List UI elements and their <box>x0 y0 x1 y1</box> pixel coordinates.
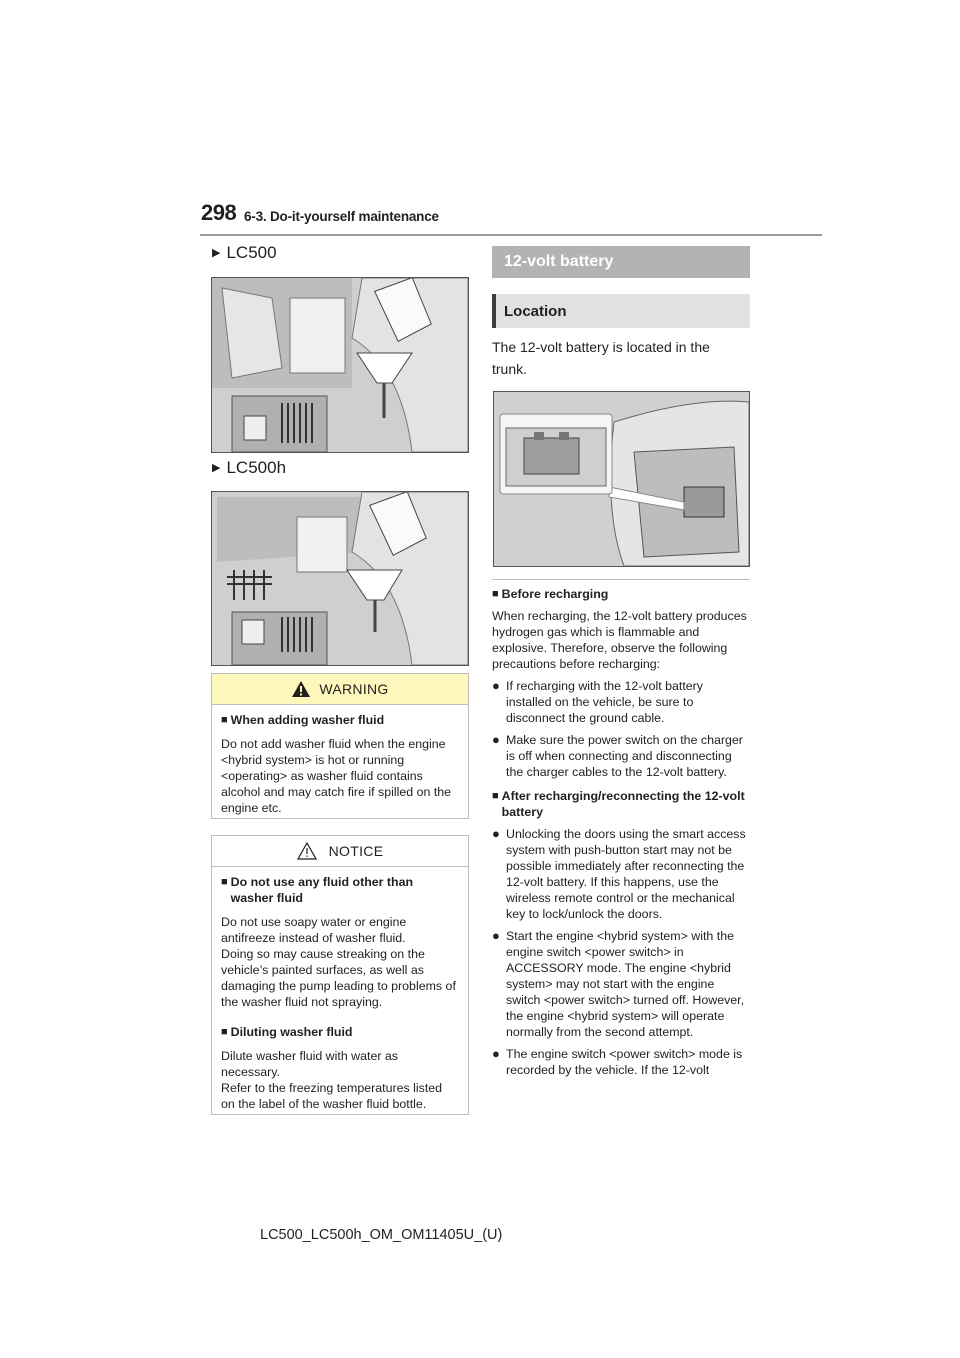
illustration-battery-location <box>493 391 750 567</box>
notice-text-2b: Refer to the freezing temperatures listed on the label of the washer fluid bottle. <box>221 1081 443 1111</box>
before-recharging-title <box>492 586 750 602</box>
page-number: 298 <box>201 200 237 225</box>
notice-subhead-2 <box>221 1024 459 1040</box>
variant-label-lc500h <box>212 458 286 478</box>
list-item <box>492 732 750 780</box>
notice-text-1b: Doing so may cause streaking on the vehicle’s painted surfaces, as well as damaging the pump leading to problems of the washer fluid not spraying. <box>221 947 456 1009</box>
notice-triangle-icon <box>297 842 317 860</box>
intro-line-2: trunk. <box>492 361 528 377</box>
section-heading-bar <box>492 246 750 278</box>
illustration-lc500h-washer-fill <box>211 491 469 666</box>
bullet-text: If recharging with the 12-volt battery installed on the vehicle, be sure to disconnect the ground cable. <box>506 679 703 725</box>
notice-subhead-2-text: Diluting washer fluid <box>230 1025 353 1039</box>
list-item <box>492 678 750 726</box>
circle-bullet-icon: ● <box>492 732 500 747</box>
intro-line-1: The 12-volt battery is located in the <box>492 339 710 355</box>
before-recharging-text: When recharging, the 12-volt battery produces hydrogen gas which is flammable and explosive. Therefore, observe the following precautions before recharging: <box>492 609 747 671</box>
circle-bullet-icon: ● <box>492 678 500 693</box>
warning-triangle-icon <box>291 680 311 698</box>
circle-bullet-icon: ● <box>492 928 500 943</box>
variant-text: LC500 <box>226 243 277 262</box>
warning-box <box>211 673 469 819</box>
after-title-text: After recharging/reconnecting the 12-volt battery <box>501 789 745 819</box>
arrow-right-icon: ▶ <box>212 462 221 474</box>
variant-label-lc500 <box>212 243 277 263</box>
intro-text <box>492 336 710 380</box>
after-recharging-title <box>492 788 750 820</box>
before-title-text: Before recharging <box>501 587 609 601</box>
section-title: 6-3. Do-it-yourself maintenance <box>244 209 439 224</box>
arrow-right-icon: ▶ <box>212 247 221 259</box>
bullet-text: Start the engine <hybrid system> with the engine switch <power switch> in ACCESSORY mode. The engine <hybrid system> may not start with the engine switch <power switch> turned off. However, the engine <hybrid system> will operate normally from the second attempt. <box>506 929 745 1039</box>
notice-subhead-1-text: Do not use any fluid other than washer fluid <box>230 875 414 905</box>
square-bullet-icon: ■ <box>221 1026 228 1038</box>
square-bullet-icon: ■ <box>221 714 228 726</box>
notice-subhead-1 <box>221 874 459 906</box>
square-bullet-icon: ■ <box>492 790 499 802</box>
circle-bullet-icon: ● <box>492 826 500 841</box>
warning-header <box>212 674 468 705</box>
square-bullet-icon: ■ <box>221 876 228 888</box>
bullet-text: Make sure the power switch on the charger is off when connecting and disconnecting the charger cables to the 12-volt battery. <box>506 733 743 779</box>
illustration-lc500-washer-fill <box>211 277 469 453</box>
right-column-text <box>492 586 750 1078</box>
notice-box <box>211 835 469 1115</box>
square-bullet-icon: ■ <box>492 588 499 600</box>
warning-subhead-text: When adding washer fluid <box>230 713 385 727</box>
right-divider <box>492 579 750 580</box>
warning-title: WARNING <box>319 681 389 697</box>
bullet-text: The engine switch <power switch> mode is recorded by the vehicle. If the 12-volt <box>506 1047 743 1077</box>
warning-text: Do not add washer fluid when the engine <hybrid system> is hot or running <operating> as washer fluid contains alcohol and may catch fire if spilled on the engine etc. <box>221 737 452 815</box>
circle-bullet-icon: ● <box>492 1046 500 1061</box>
section-heading: 12-volt battery <box>504 253 614 270</box>
notice-text-1: Do not use soapy water or engine antifreeze instead of washer fluid. <box>221 915 407 945</box>
bullet-text: Unlocking the doors using the smart access system with push-button start may not be possible immediately after reconnecting the 12-volt battery. If this happens, use the wireless remote control or the mechanical key to lock/unlock the doors. <box>506 827 746 921</box>
variant-text: LC500h <box>226 458 287 477</box>
notice-header <box>212 836 468 867</box>
subheading-bar <box>492 294 750 328</box>
list-item <box>492 826 750 922</box>
subheading: Location <box>504 302 567 320</box>
list-item <box>492 1046 750 1078</box>
footer-doc-id: LC500_LC500h_OM_OM11405U_(U) <box>260 1227 503 1243</box>
header-divider <box>200 234 822 236</box>
list-item <box>492 928 750 1040</box>
notice-text-2: Dilute washer fluid with water as necessary. <box>221 1049 398 1079</box>
notice-title: NOTICE <box>328 843 384 859</box>
warning-subhead <box>221 712 459 728</box>
